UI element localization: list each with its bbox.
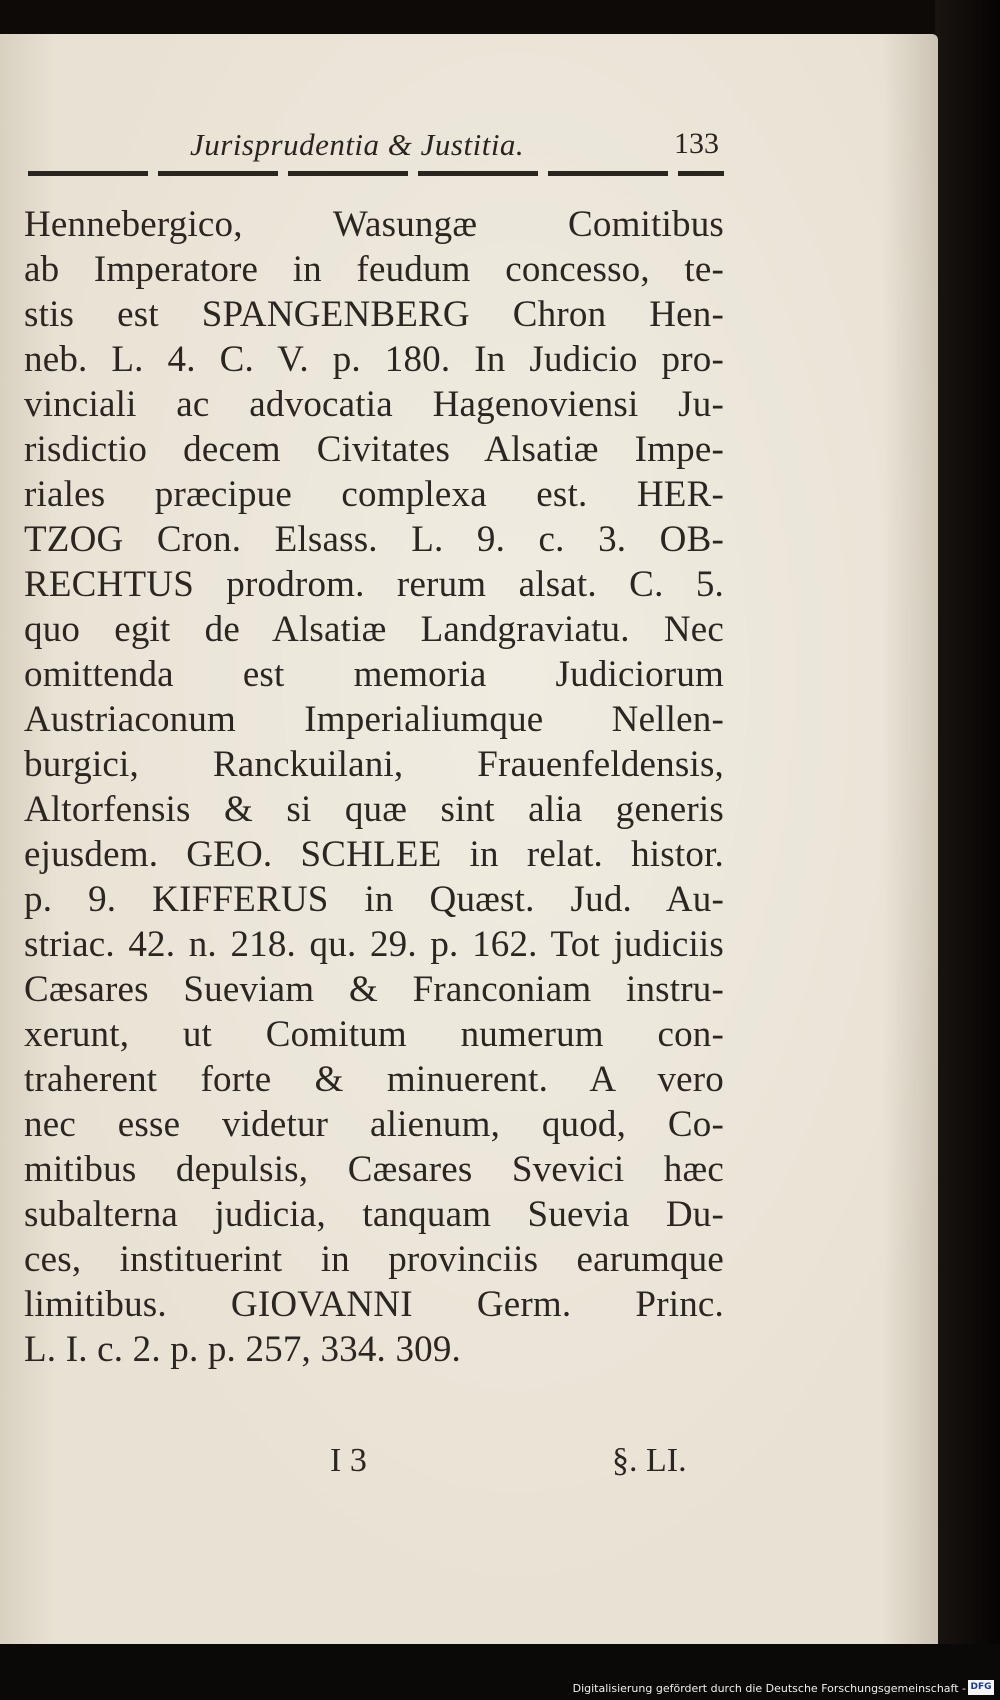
text-line: traherent forte & minuerent. A vero <box>24 1059 724 1100</box>
text-line: vinciali ac advocatia Hagenoviensi Ju- <box>24 384 724 425</box>
text-line: subalterna judicia, tanquam Suevia Du- <box>24 1194 724 1235</box>
text-line: ab Imperatore in feudum concesso, te- <box>24 249 724 290</box>
text-line: riales præcipue complexa est. HER- <box>24 474 724 515</box>
text-line: ejusdem. GEO. SCHLEE in relat. histor. <box>24 834 724 875</box>
text-line: burgici, Ranckuilani, Frauenfeldensis, <box>24 744 724 785</box>
book-page <box>0 34 938 1644</box>
text-line: stis est SPANGENBERG Chron Hen- <box>24 294 724 335</box>
page-header <box>28 119 724 181</box>
text-line: xerunt, ut Comitum numerum con- <box>24 1014 724 1055</box>
text-line: omittenda est memoria Judiciorum <box>24 654 724 695</box>
dfg-logo-icon: DFG <box>968 1680 994 1695</box>
body-text <box>24 202 724 1372</box>
text-line: TZOG Cron. Elsass. L. 9. c. 3. OB- <box>24 519 724 560</box>
text-line: Hennebergico, Wasungæ Comitibus <box>24 204 724 245</box>
scan-border-right <box>935 0 1000 1680</box>
digitization-credit: Digitalisierung gefördert durch die Deutsche Forschungsgemeinschaft - <box>572 1682 966 1695</box>
header-rule <box>28 171 724 176</box>
text-line: risdictio decem Civitates Alsatiæ Impe- <box>24 429 724 470</box>
text-line: nec esse videtur alienum, quod, Co- <box>24 1104 724 1145</box>
text-line: mitibus depulsis, Cæsares Svevici hæc <box>24 1149 724 1190</box>
catchword: §. LI. <box>612 1442 687 1479</box>
text-line: limitibus. GIOVANNI Germ. Princ. <box>24 1284 724 1325</box>
text-line: quo egit de Alsatiæ Landgraviatu. Nec <box>24 609 724 650</box>
text-line: Austriaconum Imperialiumque Nellen- <box>24 699 724 740</box>
text-line: RECHTUS prodrom. rerum alsat. C. 5. <box>24 564 724 605</box>
text-line: striac. 42. n. 218. qu. 29. p. 162. Tot judiciis <box>24 924 724 965</box>
text-line: neb. L. 4. C. V. p. 180. In Judicio pro- <box>24 339 724 380</box>
text-line: p. 9. KIFFERUS in Quæst. Jud. Au- <box>24 879 724 920</box>
text-line: L. I. c. 2. p. p. 257, 334. 309. <box>24 1329 461 1370</box>
signature-mark: I 3 <box>330 1442 367 1479</box>
text-line: Cæsares Sueviam & Franconiam instru- <box>24 969 724 1010</box>
page-footer <box>330 1442 730 1492</box>
text-line: ces, instituerint in provinciis earumque <box>24 1239 724 1280</box>
page-number: 133 <box>674 127 719 160</box>
running-head: Jurisprudentia & Justitia. <box>190 127 525 162</box>
text-line: Altorfensis & si quæ sint alia generis <box>24 789 724 830</box>
